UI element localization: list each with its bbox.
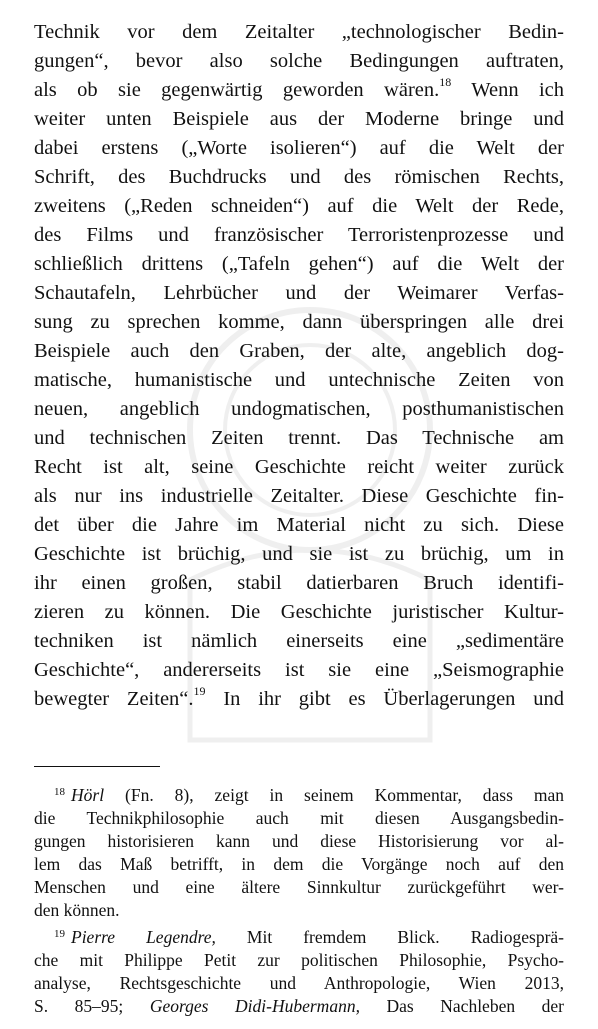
body-line bbox=[34, 76, 564, 105]
footnote-18-line: Menschen und eine ältere Sinnkultur zurückgeführt wer- bbox=[34, 877, 564, 897]
body-line: det über die Jahre im Material nicht zu sich. Diese bbox=[34, 514, 564, 536]
body-line: ihr einen großen, stabil datierbaren Bruch identifi- bbox=[34, 572, 564, 594]
body-line: weiter unten Beispiele aus der Moderne bringe und bbox=[34, 108, 564, 130]
body-line: gungen“, bevor also solche Bedingungen auftraten, bbox=[34, 50, 564, 72]
body-line: zieren zu können. Die Geschichte juristischer Kultur- bbox=[34, 601, 564, 623]
body-line-text: bewegter Zeiten“. bbox=[34, 688, 194, 710]
body-line-text: In ihr gibt es Überlagerungen und bbox=[205, 688, 564, 710]
footnote-author: Pierre Legendre, bbox=[71, 927, 216, 947]
body-line-text: Wenn ich bbox=[451, 79, 564, 101]
footnote-text: (Fn. 8), zeigt in seinem Kommentar, dass man bbox=[104, 785, 564, 805]
body-line bbox=[34, 685, 564, 714]
footnote-18-line: gungen historisieren kann und diese Historisierung vor al- bbox=[34, 831, 564, 851]
body-line: matische, humanistische und untechnische Zeiten von bbox=[34, 369, 564, 391]
body-line: als nur ins industrielle Zeitalter. Diese Geschichte fin- bbox=[34, 485, 564, 507]
body-line: techniken ist nämlich einerseits eine „sedimentäre bbox=[34, 630, 564, 652]
footnote-18-line: lem das Maß betrifft, in dem die Vorgänge noch auf den bbox=[34, 854, 564, 874]
body-line: sung zu sprechen komme, dann überspringen alle drei bbox=[34, 311, 564, 333]
footnote-ref-18[interactable]: 18 bbox=[439, 75, 452, 90]
body-line: Beispiele auch den Graben, der alte, angeblich dog- bbox=[34, 340, 564, 362]
body-line: schließlich drittens („Tafeln gehen“) auf die Welt der bbox=[34, 253, 564, 275]
body-line: Technik vor dem Zeitalter „technologischer Bedin- bbox=[34, 21, 564, 43]
footnote-19-line bbox=[34, 995, 564, 1018]
footnote-18-line: die Technikphilosophie auch mit diesen Ausgangsbedin- bbox=[34, 808, 564, 828]
body-line: Recht ist alt, seine Geschichte reicht weiter zurück bbox=[34, 456, 564, 478]
footnote-author: Hörl bbox=[71, 785, 105, 805]
body-line: Geschichte“, andererseits ist sie eine „Seismographie bbox=[34, 659, 564, 681]
footnote-19-line: che mit Philippe Petit zur politischen Philosophie, Psycho- bbox=[34, 950, 564, 970]
body-line: neuen, angeblich undogmatischen, posthumanistischen bbox=[34, 398, 564, 420]
footnote-text: Mit fremdem Blick. Radiogesprä- bbox=[215, 927, 564, 947]
footnote-author: Georges Didi-Hubermann, bbox=[149, 996, 360, 1016]
footnote-number: 18 bbox=[54, 786, 65, 798]
footnote-18-line: den können. bbox=[34, 900, 120, 920]
body-line: Geschichte ist brüchig, und sie ist zu brüchig, um in bbox=[34, 543, 564, 565]
body-line: zweitens („Reden schneiden“) auf die Welt der Rede, bbox=[34, 195, 564, 217]
body-line-text: als ob sie gegenwärtig geworden wären. bbox=[34, 79, 440, 101]
body-line: und technischen Zeiten trennt. Das Technische am bbox=[34, 427, 564, 449]
footnote-number: 19 bbox=[54, 928, 65, 940]
footnote-ref-19[interactable]: 19 bbox=[193, 684, 206, 699]
footnote-text: Das Nachleben der bbox=[359, 996, 564, 1016]
body-line: dabei erstens („Worte isolieren“) auf die Welt der bbox=[34, 137, 564, 159]
body-line: Schautafeln, Lehrbücher und der Weimarer Verfas- bbox=[34, 282, 564, 304]
body-line: des Films und französischer Terroristenprozesse und bbox=[34, 224, 564, 246]
footnote-19-line: analyse, Rechtsgeschichte und Anthropologie, Wien 2013, bbox=[34, 973, 564, 993]
body-line: Schrift, des Buchdrucks und des römischen Rechts, bbox=[34, 166, 564, 188]
footnote-text: S. 85–95; bbox=[34, 996, 150, 1016]
footnote-separator bbox=[34, 766, 160, 767]
